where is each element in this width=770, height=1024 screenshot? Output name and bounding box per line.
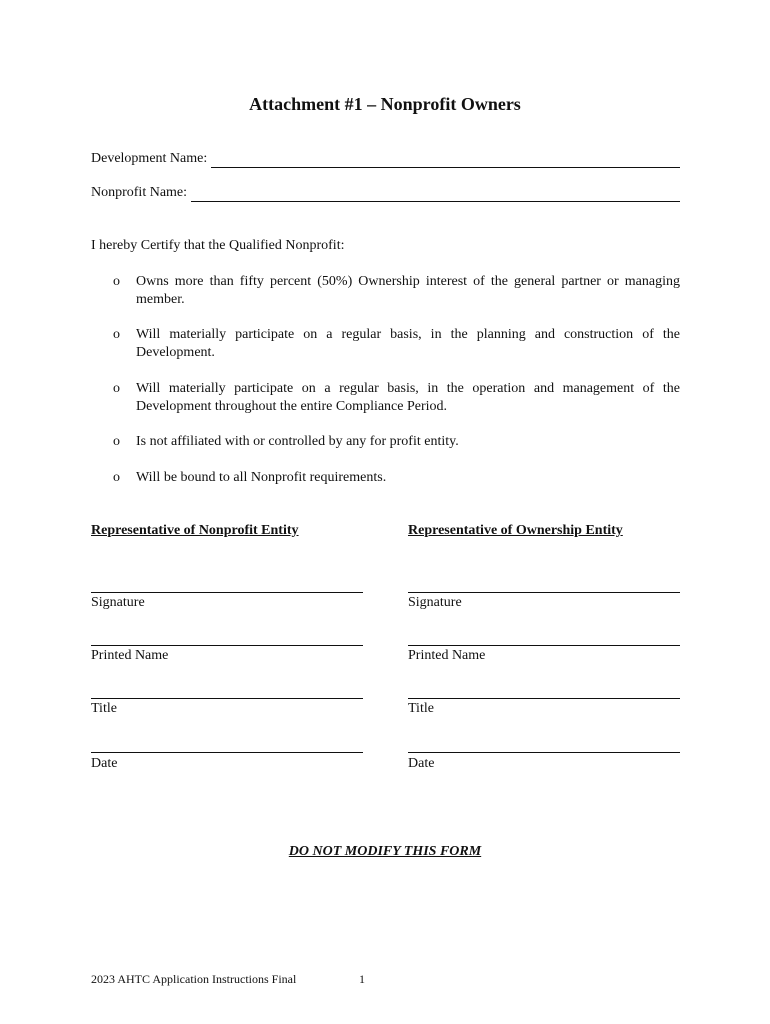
- list-item-text: Will materially participate on a regular basis, in the planning and construction of the Development.: [136, 327, 680, 360]
- ownership-signature-line[interactable]: [408, 592, 680, 593]
- nonprofit-name-field: [91, 184, 680, 202]
- ownership-title-line[interactable]: [408, 698, 680, 699]
- list-item-text: Owns more than fifty percent (50%) Ownership interest of the general partner or managing member.: [136, 274, 680, 307]
- nonprofit-signature-line[interactable]: [91, 592, 363, 593]
- certification-intro: I hereby Certify that the Qualified Nonprofit:: [91, 238, 345, 253]
- bullet-marker: o: [113, 381, 120, 396]
- bullet-marker: o: [113, 470, 120, 485]
- nonprofit-signature-label: Signature: [91, 595, 145, 610]
- do-not-modify-notice: DO NOT MODIFY THIS FORM: [288, 844, 482, 859]
- footer-document-name: 2023 AHTC Application Instructions Final: [91, 972, 297, 986]
- footer-page-number: 1: [359, 972, 365, 986]
- development-name-label: Development Name:: [91, 151, 208, 166]
- ownership-signature-label: Signature: [408, 595, 462, 610]
- ownership-date-label: Date: [408, 756, 435, 771]
- nonprofit-title-label: Title: [91, 701, 117, 716]
- nonprofit-printed-name-line[interactable]: [91, 645, 363, 646]
- list-item-text: Will be bound to all Nonprofit requirements.: [136, 470, 387, 485]
- ownership-printed-name-line[interactable]: [408, 645, 680, 646]
- ownership-date-line[interactable]: [408, 752, 680, 753]
- ownership-representative-heading: Representative of Ownership Entity: [408, 523, 623, 538]
- nonprofit-representative-heading: Representative of Nonprofit Entity: [91, 523, 299, 538]
- list-item-text: Will materially participate on a regular basis, in the operation and management of the Development throughout the entire Compliance Period.: [136, 381, 680, 414]
- nonprofit-name-label: Nonprofit Name:: [91, 185, 188, 200]
- ownership-title-label: Title: [408, 701, 434, 716]
- nonprofit-date-line[interactable]: [91, 752, 363, 753]
- development-name-line[interactable]: [211, 153, 680, 168]
- bullet-marker: o: [113, 327, 120, 342]
- bullet-marker: o: [113, 434, 120, 449]
- page-title: Attachment #1 – Nonprofit Owners: [249, 94, 521, 114]
- ownership-printed-name-label: Printed Name: [408, 648, 486, 663]
- nonprofit-name-line[interactable]: [191, 187, 680, 202]
- development-name-field: [91, 150, 680, 168]
- bullet-marker: o: [113, 274, 120, 289]
- nonprofit-date-label: Date: [91, 756, 118, 771]
- nonprofit-printed-name-label: Printed Name: [91, 648, 169, 663]
- list-item-text: Is not affiliated with or controlled by any for profit entity.: [136, 434, 459, 449]
- nonprofit-title-line[interactable]: [91, 698, 363, 699]
